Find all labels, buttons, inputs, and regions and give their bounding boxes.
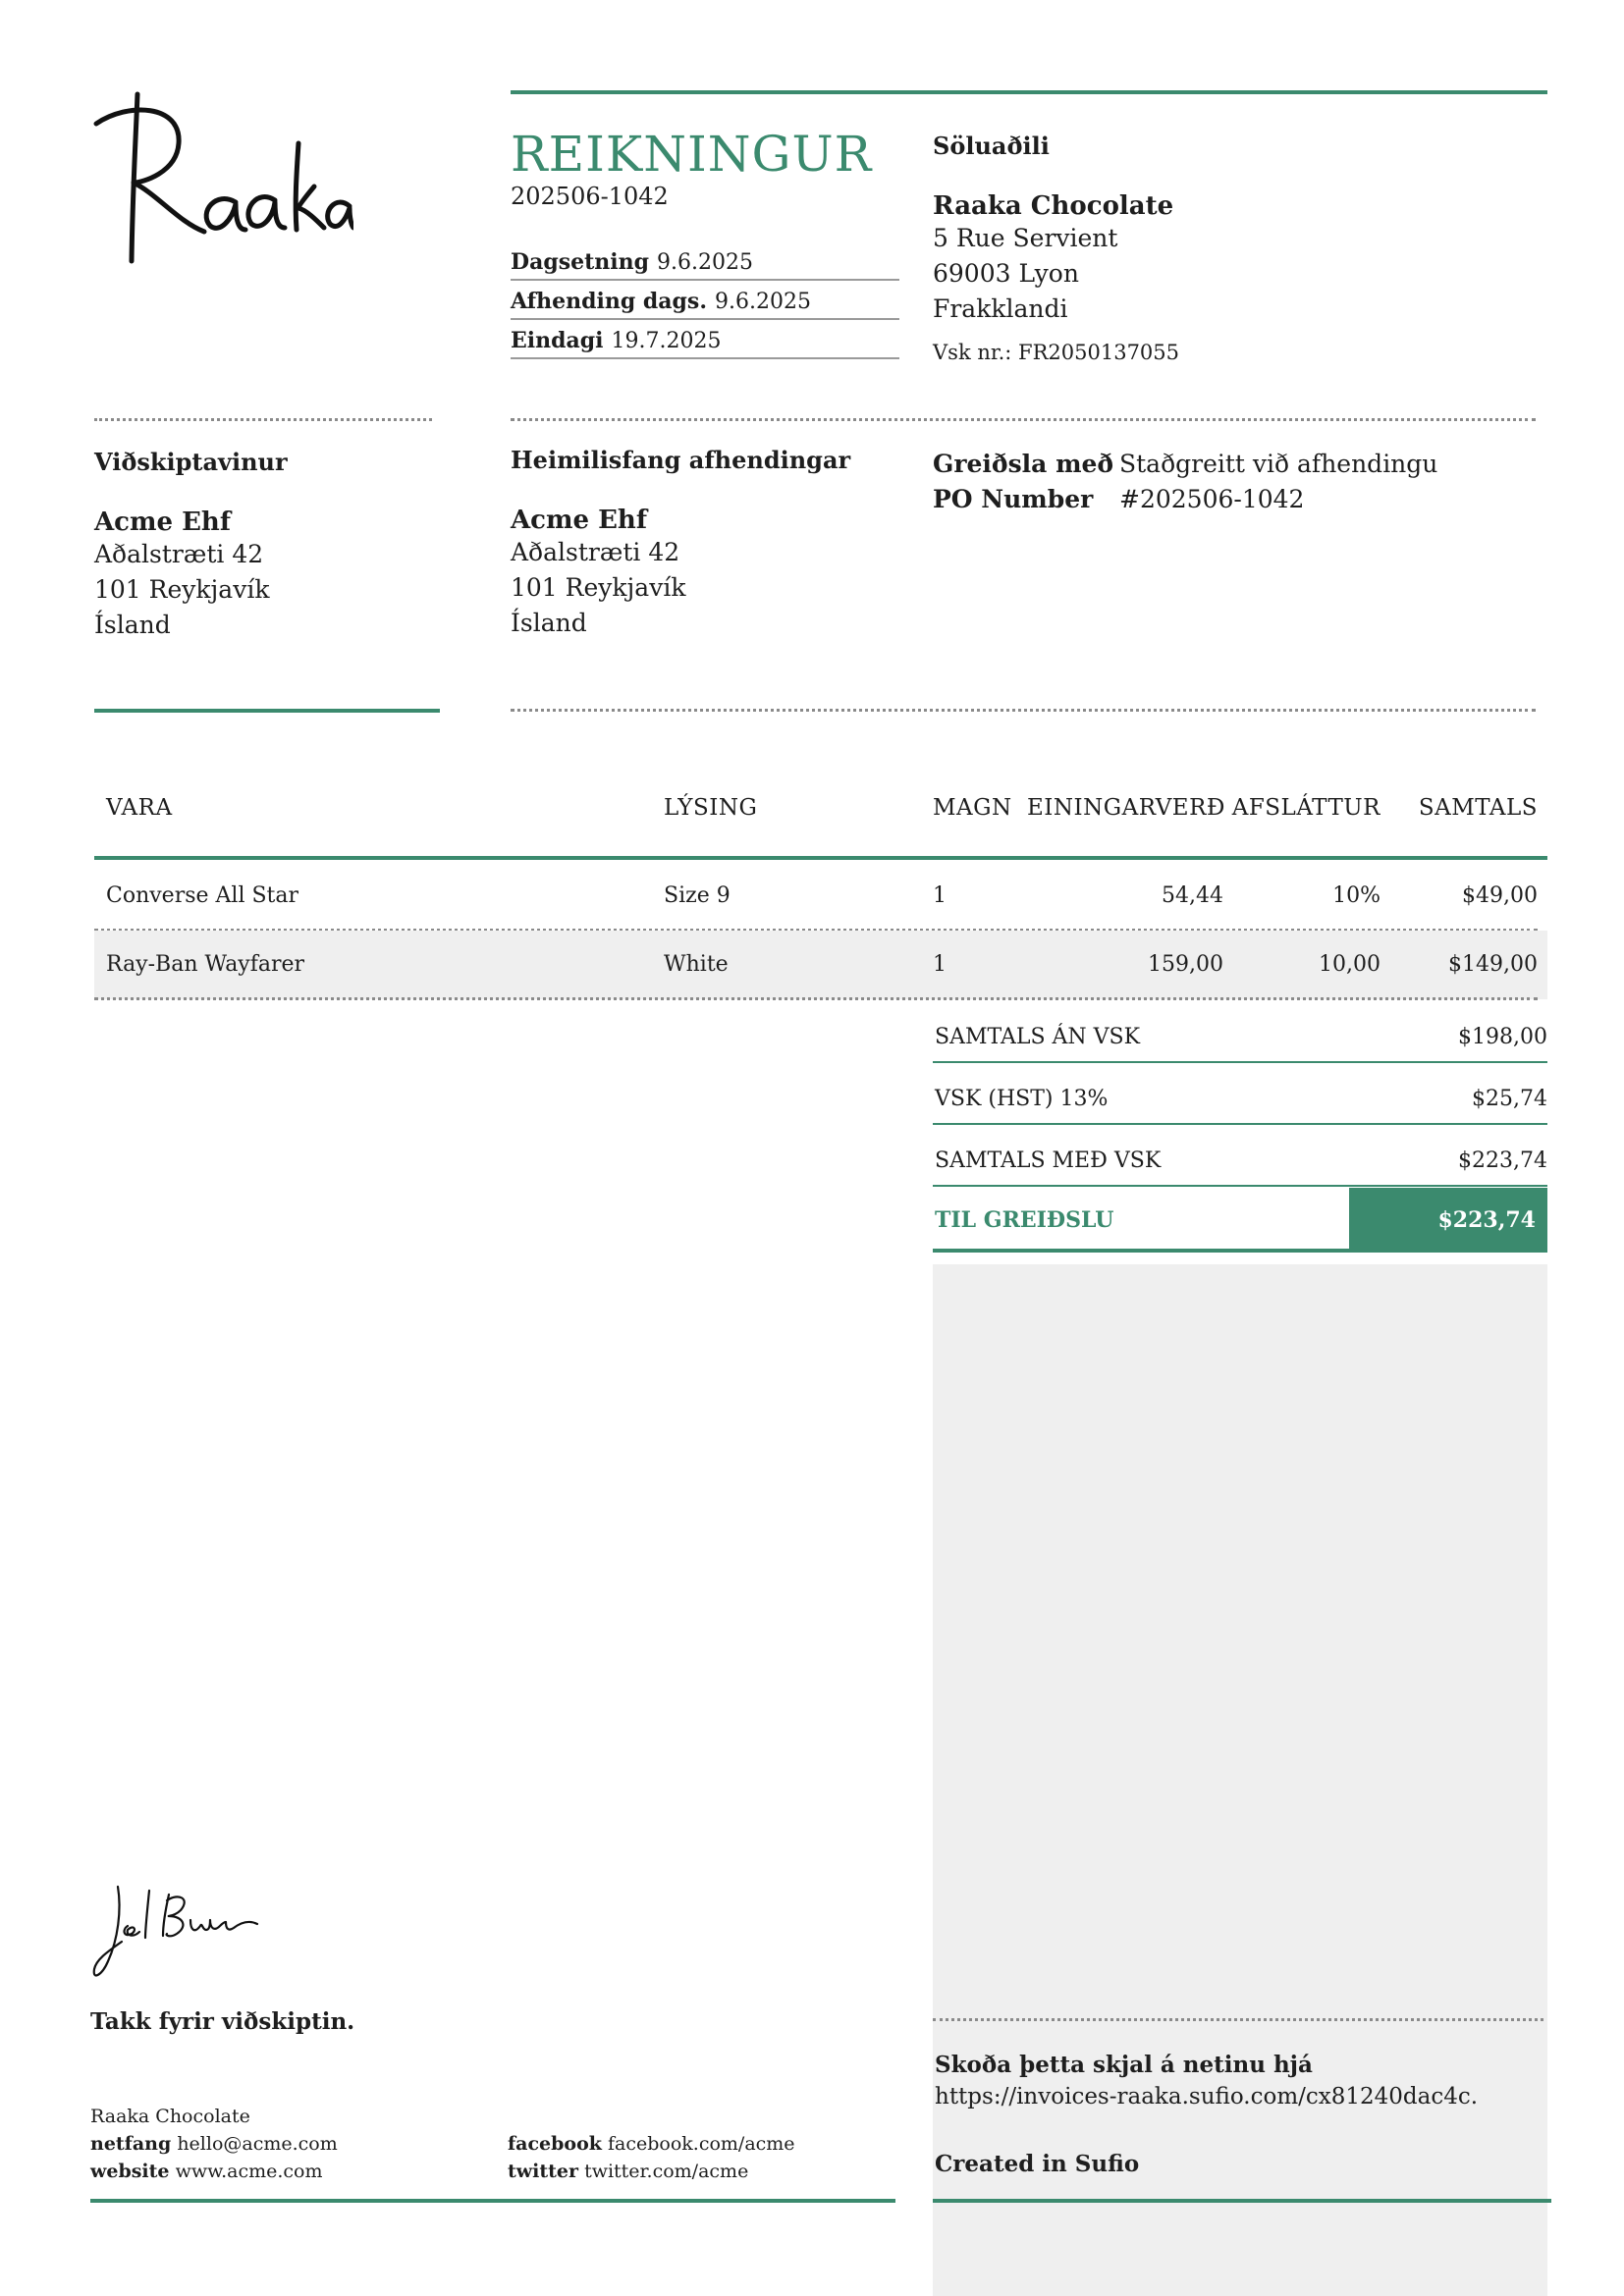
footer-company: Raaka Chocolate bbox=[90, 2106, 250, 2127]
shipping-heading: Heimilisfang afhendingar bbox=[511, 446, 851, 474]
email-link[interactable]: hello@acme.com bbox=[177, 2133, 338, 2155]
date-value: 9.6.2025 bbox=[657, 249, 753, 275]
po-label: PO Number bbox=[933, 484, 1094, 513]
amount-due-label: TIL GREIÐSLU bbox=[935, 1207, 1114, 1233]
cell-qty: 1 bbox=[933, 883, 947, 908]
col-header-description: LÝSING bbox=[664, 795, 758, 821]
vat-label: VSK (HST) 13% bbox=[935, 1087, 1109, 1111]
seller-address-line: 5 Rue Servient bbox=[933, 224, 1118, 252]
cell-discount: 10,00 bbox=[1319, 952, 1380, 977]
seller-heading: Söluaðili bbox=[933, 132, 1050, 160]
online-link-block bbox=[935, 2052, 1543, 2177]
customer-heading: Viðskiptavinur bbox=[94, 448, 288, 476]
footer-rule-right bbox=[933, 2199, 1551, 2203]
seller-block bbox=[933, 132, 1542, 364]
website-label: website bbox=[90, 2161, 170, 2182]
total-row bbox=[933, 1129, 1547, 1190]
shipping-name: Acme Ehf bbox=[511, 506, 648, 535]
shipping-address-line: 101 Reykjavík bbox=[511, 573, 686, 602]
total-label: SAMTALS MEÐ VSK bbox=[935, 1148, 1162, 1173]
amount-due-rule bbox=[933, 1249, 1547, 1253]
invoice-number: 202506-1042 bbox=[511, 183, 669, 210]
po-value: #202506-1042 bbox=[1119, 484, 1305, 513]
col-header-discount: AFSLÁTTUR bbox=[1231, 795, 1380, 821]
seller-address-line: 69003 Lyon bbox=[933, 259, 1079, 288]
amount-due-row bbox=[933, 1188, 1547, 1249]
shipping-address-line: Aðalstræti 42 bbox=[511, 538, 680, 566]
thank-you-note: Takk fyrir viðskiptin. bbox=[90, 2008, 355, 2035]
col-header-total: SAMTALS bbox=[1418, 795, 1538, 821]
email-label: netfang bbox=[90, 2133, 172, 2155]
header-top-rule bbox=[511, 90, 1547, 94]
seller-vat: Vsk nr.: FR2050137055 bbox=[933, 341, 1180, 364]
totals-rule bbox=[933, 1061, 1547, 1063]
twitter-label: twitter bbox=[508, 2161, 579, 2182]
po-number-row bbox=[933, 481, 1547, 516]
table-row bbox=[94, 860, 1547, 929]
invoice-dates bbox=[511, 241, 899, 359]
payment-row bbox=[933, 446, 1547, 481]
facebook-link[interactable]: facebook.com/acme bbox=[607, 2133, 795, 2155]
col-header-qty: MAGN bbox=[933, 795, 1012, 821]
subtotal-row bbox=[933, 1005, 1547, 1066]
date-value: 9.6.2025 bbox=[714, 289, 811, 314]
vat-value: $25,74 bbox=[1472, 1087, 1547, 1111]
website-link[interactable]: www.acme.com bbox=[175, 2161, 323, 2182]
totals-rule bbox=[933, 1123, 1547, 1125]
date-row-due bbox=[511, 320, 899, 359]
seller-name: Raaka Chocolate bbox=[933, 191, 1174, 221]
divider bbox=[94, 418, 432, 421]
cell-unit-price: 159,00 bbox=[1148, 952, 1223, 977]
seller-address-line: Frakklandi bbox=[933, 294, 1068, 323]
shipping-block bbox=[511, 446, 913, 641]
facebook-label: facebook bbox=[508, 2133, 602, 2155]
cell-total: $149,00 bbox=[1448, 952, 1538, 977]
date-row-delivery bbox=[511, 281, 899, 320]
shipping-address-line: Ísland bbox=[511, 609, 587, 637]
table-row bbox=[94, 931, 1547, 999]
customer-address-line: 101 Reykjavík bbox=[94, 575, 270, 604]
created-in-sufio: Created in Sufio bbox=[935, 2151, 1140, 2177]
footer-rule-left bbox=[90, 2199, 895, 2203]
cell-description: White bbox=[664, 952, 729, 977]
date-label: Eindagi bbox=[511, 328, 604, 353]
date-label: Afhending dags. bbox=[511, 289, 707, 314]
customer-address-line: Aðalstræti 42 bbox=[94, 540, 264, 568]
cell-unit-price: 54,44 bbox=[1162, 883, 1223, 908]
customer-block bbox=[94, 448, 487, 643]
row-divider bbox=[94, 997, 1538, 1000]
online-heading: Skoða þetta skjal á netinu hjá bbox=[935, 2052, 1313, 2078]
payment-label: Greiðsla með bbox=[933, 449, 1114, 478]
amount-due-value: $223,74 bbox=[1349, 1188, 1547, 1249]
divider bbox=[933, 2018, 1543, 2021]
footer-website bbox=[90, 2158, 483, 2185]
customer-bottom-rule bbox=[94, 709, 440, 713]
cell-total: $49,00 bbox=[1462, 883, 1538, 908]
col-header-item: VARA bbox=[106, 795, 173, 821]
footer-email bbox=[90, 2130, 483, 2158]
footer-twitter bbox=[508, 2158, 900, 2185]
footer-contacts-left bbox=[90, 2103, 483, 2185]
date-value: 19.7.2025 bbox=[611, 328, 722, 353]
twitter-link[interactable]: twitter.com/acme bbox=[584, 2161, 749, 2182]
footer-contacts-right bbox=[508, 2130, 900, 2185]
divider bbox=[511, 709, 1536, 712]
cell-qty: 1 bbox=[933, 952, 947, 977]
vat-row bbox=[933, 1067, 1547, 1128]
date-label: Dagsetning bbox=[511, 249, 649, 275]
cell-discount: 10% bbox=[1332, 883, 1380, 908]
payment-block bbox=[933, 446, 1547, 516]
payment-value: Staðgreitt við afhendingu bbox=[1119, 449, 1438, 478]
invoice-title: REIKNINGUR bbox=[511, 126, 873, 183]
raaka-logo bbox=[88, 84, 353, 271]
footer-facebook bbox=[508, 2130, 900, 2158]
totals-rule bbox=[933, 1185, 1547, 1187]
cell-item: Converse All Star bbox=[106, 883, 299, 908]
subtotal-value: $198,00 bbox=[1458, 1025, 1547, 1049]
divider bbox=[511, 418, 1536, 421]
total-value: $223,74 bbox=[1458, 1148, 1547, 1173]
online-url-link[interactable]: https://invoices-raaka.sufio.com/cx81240dac4c. bbox=[935, 2084, 1479, 2109]
subtotal-label: SAMTALS ÁN VSK bbox=[935, 1025, 1141, 1049]
cell-description: Size 9 bbox=[664, 883, 731, 908]
signature bbox=[88, 1881, 265, 1989]
date-row-issue bbox=[511, 241, 899, 281]
col-header-unit-price: EININGARVERÐ bbox=[1027, 795, 1225, 821]
customer-address-line: Ísland bbox=[94, 611, 171, 639]
cell-item: Ray-Ban Wayfarer bbox=[106, 952, 305, 977]
customer-name: Acme Ehf bbox=[94, 507, 232, 537]
